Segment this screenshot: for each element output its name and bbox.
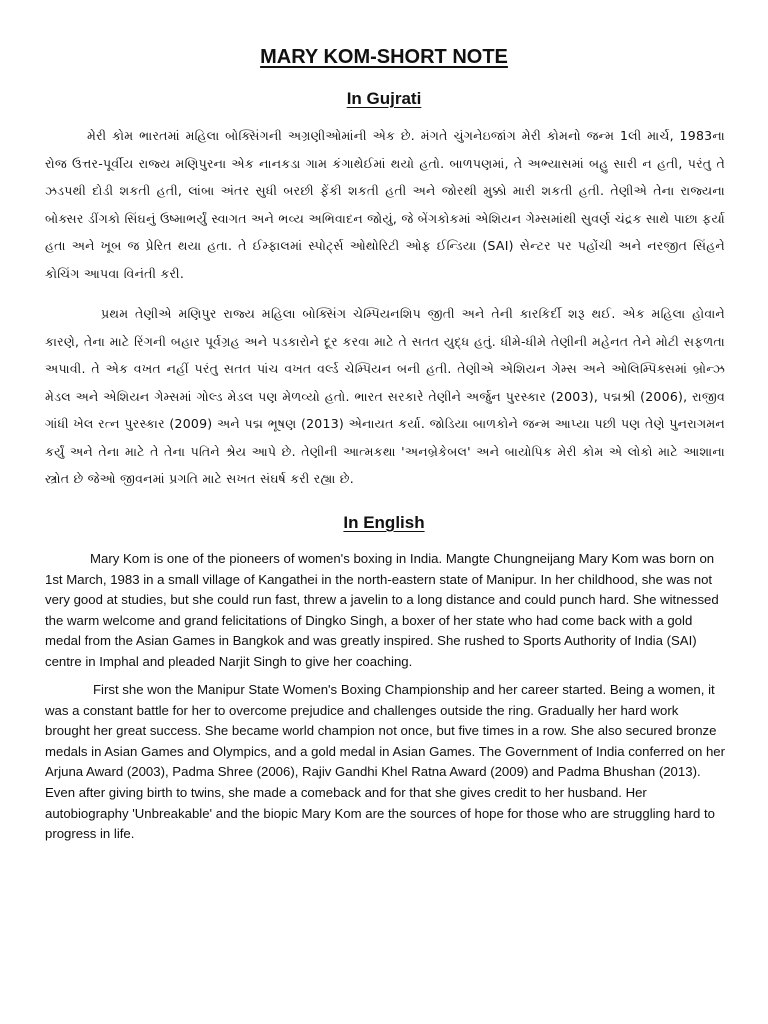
section-heading-english: In English [343,513,425,532]
document-title: MARY KOM-SHORT NOTE [260,46,508,68]
gujarati-paragraph-1: મેરી કોમ ભારતમાં મહિલા બોક્સિંગની અગ્રણીઓમાંની એક છે. મંગતે ચુંગનેઇજાંગ મેરી કોમનો જન્મ 1લી માર્ચ, 1983ના રોજ ઉત્તર-પૂર્વીય રાજ્ય મણિપુરના એક નાનકડા ગામ કંગાથેઈમાં થયો હતો. બાળપણમાં, તે અભ્યાસમાં બહુ સારી ન હતી, પરંતુ તે ઝડપથી દોડી શકતી હતી, લાંબા અંતર સુધી બરછી ફેંકી શકતી હતી અને જોરથી મુક્કો મારી શકતી હતી. તેણીએ તેના રાજ્યના બોક્સર ડીંગકો સિંઘનું ઉષ્માભર્યું સ્વાગત અને ભવ્ય અભિવાદન જોયું, જે બેંગકોકમાં એશિયન ગેમ્સમાંથી સુવર્ણ ચંદ્રક સાથે પાછા ફર્યા હતા અને ખૂબ જ પ્રેરિત થયા હતા. તે ઈમ્ફાલમાં સ્પોર્ટ્સ ઓથોરિટી ઓફ ઈન્ડિયા (SAI) સેન્ટર પર પહોંચી અને નરજીત સિંહને કોચિંગ આપવા વિનંતી કરી. [45,128,725,281]
gujarati-paragraph-2: પ્રથમ તેણીએ મણિપુર રાજ્ય મહિલા બોક્સિંગ ચેમ્પિયનશિપ જીતી અને તેની કારકિર્દી શરૂ થઈ. એક મહિલા હોવાને કારણે, તેના માટે રિંગની બહાર પૂર્વગ્રહ અને પડકારોને દૂર કરવા માટે તે સતત યુદ્ધ હતું. ધીમે-ધીમે તેણીની મહેનત તેને મોટી સફળતા અપાવી. તે એક વખત નહીં પરંતુ સતત પાંચ વખત વર્લ્ડ ચેમ્પિયન બની હતી. તેણીએ એશિયન ગેમ્સ અને ઓલિમ્પિક્સમાં બ્રોન્ઝ મેડલ અને એશિયન ગેમ્સમાં ગોલ્ડ મેડલ પણ મેળવ્યો હતો. ભારત સરકારે તેણીને અર્જુન પુરસ્કાર (2003), પદ્મશ્રી (2006), રાજીવ ગાંધી ખેલ રત્ન પુરસ્કાર (2009) અને પદ્મ ભૂષણ (2013) એનાયત કર્યા. જોડિયા બાળકોને જન્મ આપ્યા પછી પણ તેણે પુનરાગમન કર્યું અને તેના માટે તે તેના પતિને શ્રેય આપે છે. તેણીની આત્મકથા 'અનબ્રેકેબલ' અને બાયોપિક મેરી કોમ એ લોકો માટે આશાના સ્ત્રોત છે જેઓ જીવનમાં પ્રગતિ માટે સખત સંઘર્ષ કરી રહ્યા છે. [45,306,725,486]
english-paragraph-1: Mary Kom is one of the pioneers of women's boxing in India. Mangte Chungneijang Mary Kom was born on 1st March, 1983 in a small village of Kangathei in the north-eastern state of Manipur. In her childhood, she was not very good at studies, but she could run fast, threw a javelin to a long distance and could punch hard. She witnessed the warm welcome and grand felicitations of Dingko Singh, a boxer of her state who had come back with a gold medal from the Asian Games in Bangkok and was greatly inspired. She rushed to Sports Authority of India (SAI) centre in Imphal and pleaded Narjit Singh to give her coaching. [45,551,719,669]
english-paragraph-2: First she won the Manipur State Women's Boxing Championship and her career started. Being a women, it was a constant battle for her to overcome prejudice and challenges outside the ring. Gradually her hard work brought her great success. She became world champion not once, but five times in a row. She also secured bronze medals in Asian Games and Olympics, and a gold medal in Asian Games. The Government of India conferred on her Arjuna Award (2003), Padma Shree (2006), Rajiv Gandhi Khel Ratna Award (2009) and Padma Bhushan (2013). Even after giving birth to twins, she made a comeback and for that she gives credit to her husband. Her autobiography 'Unbreakable' and the biopic Mary Kom are the sources of hope for those who are struggling hard to progress in life. [45,682,726,842]
section-heading-gujarati: In Gujrati [346,89,422,108]
